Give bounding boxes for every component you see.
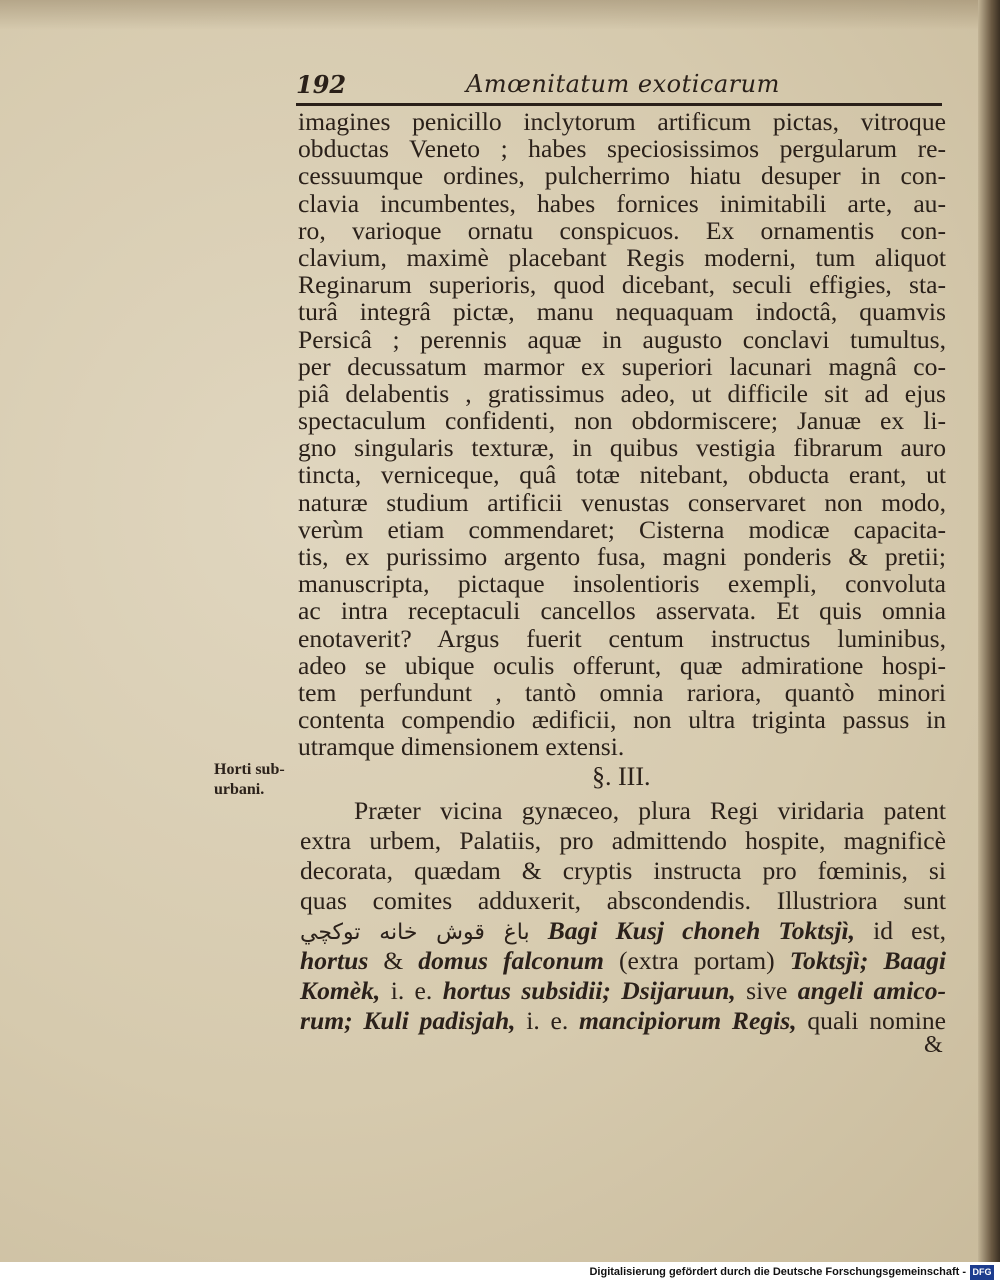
text-line: ro, varioque ornatu conspicuos. Ex ornamentis con- bbox=[298, 215, 946, 245]
text-line: contenta compendio ædificii, non ultra triginta passus in bbox=[298, 705, 946, 735]
italic-term: hortus subsidii; Dsijaruun, bbox=[442, 976, 736, 1005]
header-rule bbox=[296, 103, 942, 106]
dfg-logo: DFG bbox=[970, 1265, 994, 1280]
italic-term: domus falconum bbox=[418, 946, 604, 975]
italic-term: Komèk, bbox=[300, 976, 381, 1005]
italic-term: hortus bbox=[300, 946, 369, 975]
text-line: gno singularis texturæ, in quibus vestigia fibrarum auro bbox=[298, 433, 946, 463]
funding-credit: Digitalisierung gefördert durch die Deutsche Forschungsgemeinschaft - bbox=[589, 1266, 966, 1278]
italic-term: Bagi Kusj choneh Toktsjì, bbox=[547, 916, 855, 945]
marginal-note-line: Horti sub- bbox=[214, 761, 285, 778]
text-line: extra urbem, Palatiis, pro admittendo hospite, magnificè bbox=[300, 826, 946, 855]
text-line: tis, ex purissimo argento fusa, magni ponderis & pretii; bbox=[298, 542, 946, 571]
plain-text: (extra portam) bbox=[619, 946, 775, 975]
text-line: ac intra receptaculi cancellos asservata. Et quis omnia bbox=[298, 596, 946, 626]
text-line: obductas Veneto ; habes speciosissimos pergularum re- bbox=[298, 134, 946, 164]
catchword: & bbox=[924, 1032, 943, 1058]
text-line: Præter vicina gynæceo, plura Regi viridaria patent bbox=[354, 796, 946, 825]
text-line: turâ integrâ pictæ, manu nequaquam indoctâ, quamvis bbox=[298, 297, 946, 327]
page-top-shadow bbox=[0, 0, 1000, 30]
text-line: Persicâ ; perennis aquæ in augusto conclavi tumultus, bbox=[298, 324, 946, 354]
italic-term: rum; Kuli padisjah, bbox=[300, 1006, 516, 1035]
plain-text: i. e. bbox=[390, 976, 433, 1005]
running-title: Amœnitatum exoticarum bbox=[466, 70, 780, 98]
text-line: quas comites adduxerit, abscondendis. Illustriora sunt bbox=[300, 886, 946, 915]
page-header bbox=[296, 70, 942, 102]
book-gutter bbox=[978, 0, 1000, 1262]
text-line: naturæ studium artificii venustas conservaret non modo, bbox=[298, 487, 946, 517]
text-line: tem perfundunt , tantò omnia rariora, quantò minori bbox=[298, 677, 946, 707]
page-number: 192 bbox=[296, 70, 347, 99]
text-line: cessuumque ordines, pulcherrimo hiatu desuper in con- bbox=[298, 161, 946, 191]
main-text-block bbox=[298, 108, 946, 761]
plain-text: id est, bbox=[873, 916, 946, 945]
arabic-script: باغ قوش خانه توكچي bbox=[300, 920, 530, 945]
text-line: adeo se ubique oculis offerunt, quæ admiratione hospi- bbox=[298, 650, 946, 680]
text-line bbox=[300, 946, 946, 976]
text-line bbox=[300, 1006, 946, 1036]
text-line: imagines penicillo inclytorum artificum pictas, vitroque bbox=[298, 107, 946, 136]
text-line: decorata, quædam & cryptis instructa pro fœminis, si bbox=[300, 856, 946, 885]
plain-text: i. e. bbox=[526, 1006, 569, 1035]
plain-text: sive bbox=[746, 976, 788, 1005]
text-line: tincta, verniceque, quâ totæ nitebant, obducta erant, ut bbox=[298, 460, 946, 490]
plain-text: & bbox=[383, 946, 404, 975]
text-line: clavia incumbentes, habes fornices inimitabili arte, au- bbox=[298, 188, 946, 218]
text-line: verùm etiam commendaret; Cisterna modicæ capacita- bbox=[298, 514, 946, 544]
section-heading: §. III. bbox=[592, 762, 651, 791]
text-line-arabic bbox=[300, 916, 946, 946]
section-text-block bbox=[300, 796, 946, 1036]
italic-term: Toktsjì; Baagi bbox=[789, 946, 947, 975]
marginal-note-line: urbani. bbox=[214, 781, 265, 798]
marginal-note bbox=[214, 760, 294, 800]
italic-term: mancipiorum Regis, bbox=[579, 1006, 797, 1035]
text-line: manuscripta, pictaque insolentioris exempli, convoluta bbox=[298, 569, 946, 599]
text-line: utramque dimensionem extensi. bbox=[298, 732, 625, 762]
text-line: Reginarum superioris, quod dicebant, seculi effigies, sta- bbox=[298, 270, 946, 300]
text-line: clavium, maximè placebant Regis moderni, tum aliquot bbox=[298, 242, 946, 272]
text-line: spectaculum confidenti, non obdormiscere; Januæ ex li- bbox=[298, 406, 946, 436]
text-line: per decussatum marmor ex superiori lacunari magnâ co- bbox=[298, 351, 946, 381]
italic-term: angeli amico- bbox=[797, 976, 947, 1005]
footer-bar bbox=[0, 1262, 1000, 1285]
text-line: enotaverit? Argus fuerit centum instructus luminibus, bbox=[298, 623, 946, 653]
text-line bbox=[300, 976, 946, 1006]
text-line: piâ delabentis , gratissimus adeo, ut difficile sit ad ejus bbox=[298, 378, 946, 408]
plain-text: quali nomine bbox=[807, 1006, 946, 1035]
